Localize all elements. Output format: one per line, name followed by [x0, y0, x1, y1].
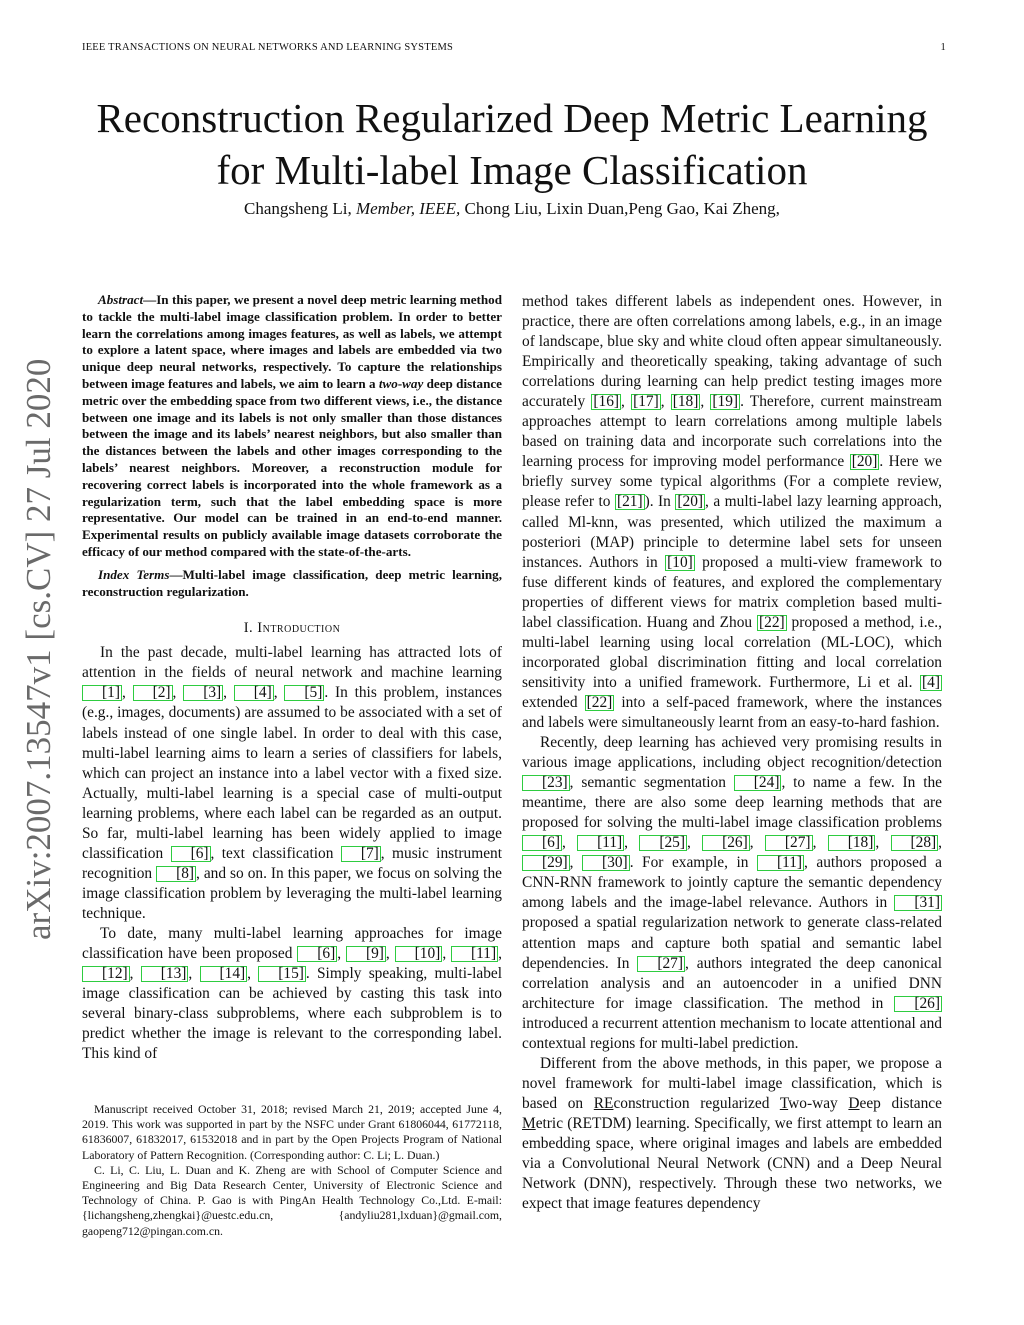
- citation-link[interactable]: [6]: [171, 846, 211, 862]
- intro-paragraph-1: [82, 643, 502, 924]
- sep: ,: [812, 834, 828, 852]
- sep: ,: [223, 684, 234, 702]
- right-column: [522, 292, 942, 1214]
- citation-link[interactable]: [6]: [297, 946, 337, 962]
- abstract-emph: two-way: [378, 375, 424, 391]
- citation-link[interactable]: [17]: [633, 393, 659, 411]
- sep: ,: [498, 945, 502, 963]
- text-run: , text classification: [210, 844, 341, 862]
- text-run: method takes different labels as independent ones. However, in practice, there are often correlations among labels, e.g., in an image of landscape, blue sky and white cloud often appear simultaneously. Empirically and theoretically speaking, taking advantage of such correlations during learning can help predict testing images more accurately: [522, 293, 942, 411]
- abstract-text-a: —In this paper, we present a novel deep metric learning method to tackle the multi-label image classification problem. In order to better learn the correlations among images features, as well as labels, we attempt to explore a latent space, where images and labels are embedded via two unique deep neural networks, respectively. To capture the relationships between image features and labels, we aim to learn a: [82, 292, 502, 391]
- citation-link[interactable]: [20]: [851, 453, 878, 471]
- text-run: extended: [522, 693, 585, 711]
- sep: ,: [337, 945, 346, 963]
- sep: ,: [700, 393, 711, 411]
- intro-paragraph-2: [82, 924, 502, 1064]
- sep: ,: [273, 684, 285, 702]
- citation-link[interactable]: [10]: [667, 553, 693, 571]
- acronym-letter: M: [522, 1114, 536, 1132]
- citation-link[interactable]: [9]: [346, 946, 386, 962]
- right-paragraph-2: [522, 733, 942, 1054]
- citation-link[interactable]: [26]: [702, 835, 750, 851]
- sep: ,: [385, 945, 395, 963]
- citation-link[interactable]: [13]: [141, 966, 189, 982]
- right-paragraph-3: [522, 1054, 942, 1214]
- sep: ,: [621, 393, 632, 411]
- footnote: [82, 1102, 502, 1239]
- acronym-letter: T: [779, 1094, 789, 1112]
- text-run: . For example, in: [629, 854, 757, 872]
- citation-link[interactable]: [4]: [234, 685, 274, 701]
- citation-link[interactable]: [18]: [828, 835, 876, 851]
- citation-link[interactable]: [6]: [522, 835, 562, 851]
- footnote-affiliations: C. Li, C. Liu, L. Duan and K. Zheng are with School of Computer Science and Engineering and Big Data Research Center, University of Electronic Science and Technology of China. P. Gao is with PingAn Health Technology Co.,Ltd. E-mail: {lichangsheng,zhengkai}@uestc.edu.cn, {andyliu281,lxduan}@gmail.com, gaopeng712@pingan.com.cn.: [82, 1162, 502, 1238]
- text-run: Different from the above methods, in this paper, we propose a novel framework for multi-label image classification, which is based on: [522, 1054, 942, 1112]
- text-run: . In this problem, instances (e.g., images, documents) are assumed to be associated with a set of labels instead of one single label. In order to deal with this case, multi-label learning aims to learn a series of classifiers for labels, which can project an instance into a label vector with a fixed size. Actually, multi-label learning is a special case of multi-output learning problems, where each label can be regarded as an output. So far, multi-label learning has been widely applied to image classification: [82, 684, 502, 862]
- citation-link[interactable]: [22]: [759, 613, 785, 631]
- sep: ,: [938, 834, 943, 852]
- sep: ,: [686, 834, 703, 852]
- sep: ,: [247, 965, 259, 983]
- author-rest: Chong Liu, Lixin Duan,Peng Gao, Kai Zheng,: [464, 199, 780, 218]
- citation-link[interactable]: [3]: [183, 685, 223, 701]
- sep: ,: [624, 834, 640, 852]
- sep: ,: [749, 834, 765, 852]
- citation-link[interactable]: [22]: [586, 693, 613, 711]
- right-paragraph-1: [522, 292, 942, 733]
- title-line-1: Reconstruction Regularized Deep Metric Learning: [96, 95, 928, 141]
- citation-link[interactable]: [18]: [672, 393, 699, 411]
- page-number: 1: [940, 42, 946, 53]
- citation-link[interactable]: [2]: [133, 685, 173, 701]
- abstract: [82, 292, 502, 561]
- citation-link[interactable]: [10]: [395, 946, 443, 962]
- citation-link[interactable]: [24]: [734, 775, 782, 791]
- citation-link[interactable]: [4]: [922, 673, 940, 691]
- text-run: , a multi-label lazy learning approach, called Ml-knn, was presented, which utilized the maximum a posteriori (MAP) principle to determine label sets for unseen instances. Authors in: [522, 493, 942, 571]
- sep: ,: [172, 684, 184, 702]
- index-terms-text: —Multi-label image classification, deep metric learning, reconstruction regularization.: [82, 566, 502, 599]
- text-run: eep distance: [859, 1094, 942, 1112]
- text-run: introduced a recurrent attention mechanism to locate attentional and contextual regions for multi-label prediction.: [522, 1014, 942, 1052]
- citation-link[interactable]: [11]: [757, 855, 804, 871]
- journal-name: IEEE TRANSACTIONS ON NEURAL NETWORKS AND LEARNING SYSTEMS: [82, 42, 454, 53]
- citation-link[interactable]: [5]: [284, 685, 324, 701]
- text-run: . Here we briefly survey some typical algorithms (For a complete review, please refer to: [522, 453, 942, 511]
- citation-link[interactable]: [8]: [156, 866, 196, 882]
- text-run: construction regularized: [613, 1094, 780, 1112]
- text-run: , and so on. In this paper, we focus on solving the image classification problem by leveraging the multi-label learning technique.: [82, 864, 502, 922]
- citation-link[interactable]: [27]: [765, 835, 813, 851]
- sep: ,: [660, 393, 671, 411]
- text-run: . Simply speaking, multi-label image classification can be achieved by casting this task into several binary-class subproblems, where each subproblem is to predict whether the image is relevant to the corresponding label. This kind of: [82, 965, 503, 1063]
- author-first: Changsheng Li,: [244, 199, 352, 218]
- citation-link[interactable]: [14]: [200, 966, 248, 982]
- text-run: Recently, deep learning has achieved very promising results in various image applications, including object recognition/detection: [522, 734, 942, 772]
- sep: ,: [875, 834, 891, 852]
- author-membership: Member, IEEE,: [355, 199, 461, 218]
- citation-link[interactable]: [31]: [894, 895, 942, 911]
- sep: ,: [561, 834, 578, 852]
- index-terms-label: Index Terms: [98, 566, 170, 582]
- citation-link[interactable]: [28]: [891, 835, 939, 851]
- sep: ,: [442, 945, 452, 963]
- acronym-letters: RE: [593, 1094, 614, 1112]
- citation-link[interactable]: [11]: [577, 835, 624, 851]
- citation-link[interactable]: [1]: [82, 685, 122, 701]
- citation-link[interactable]: [15]: [258, 966, 306, 982]
- sep: ,: [188, 965, 200, 983]
- text-run: proposed a spatial regularization network to generate class-related attention maps and capture both spatial and semantic label dependencies. In: [522, 914, 942, 972]
- citation-link[interactable]: [29]: [522, 855, 570, 871]
- text-run: In the past decade, multi-label learning has attracted lots of attention in the fields of neural network and machine learning: [82, 644, 502, 682]
- text-run: To date, many multi-label learning approaches for image classification have been proposed: [82, 925, 502, 963]
- text-run: etric (RETDM) learning. Specifically, we first attempt to learn an embedding space, where original images and labels are embedded via a Convolutional Neural Network (CNN) and a Deep Neural Network (DNN), respectively. Through these two networks, we expect that image features dependency: [522, 1114, 942, 1213]
- title-line-2: for Multi-label Image Classification: [216, 147, 808, 193]
- arxiv-stamp: arXiv:2007.13547v1 [cs.CV] 27 Jul 2020: [19, 358, 58, 940]
- text-run: , authors integrated the deep canonical correlation analysis and an autoencoder in a unified DNN architecture for image classification. The method in: [522, 954, 942, 1012]
- citation-link[interactable]: [21]: [616, 493, 643, 511]
- text-run: proposed a multi-view framework to fuse different kinds of features, and explored the complementary properties of different views for matrix completion based multi-label classification. Huang and Zhou: [522, 553, 942, 631]
- citation-link[interactable]: [16]: [593, 393, 620, 411]
- text-run: , authors proposed a CNN-RNN framework to jointly capture the semantic dependency among labels and the image-label relevance. Authors in: [522, 854, 942, 912]
- acronym-letter: D: [848, 1094, 860, 1112]
- citation-link[interactable]: [20]: [677, 493, 704, 511]
- sep: ,: [129, 965, 141, 983]
- author-list: [82, 199, 942, 219]
- footnote-manuscript: Manuscript received October 31, 2018; revised March 21, 2019; accepted June 4, 2019. This work was supported in part by the NSFC under Grant 61806044, 61772118, 61836007, 61832017, 61532018 and in part by the Open Projects Program of National Laboratory of Pattern Recognition. (Corresponding author: C. Li; L. Duan.): [82, 1102, 502, 1162]
- abstract-label: Abstract: [98, 292, 144, 307]
- citation-link[interactable]: [25]: [639, 835, 687, 851]
- text-run: , to name a few. In the meantime, there are also some deep learning methods that are proposed for solving the multi-label image classification problems: [522, 774, 943, 832]
- index-terms: [82, 567, 502, 601]
- sep: ,: [569, 854, 583, 872]
- citation-link[interactable]: [27]: [637, 956, 685, 972]
- text-run: . Therefore, current mainstream approaches attempt to learn correlations among multiple labels based on training data and incorporate such correlations into the learning process for improving model performance: [522, 393, 942, 471]
- text-run: proposed a method, i.e., multi-label learning using local correlation (ML-LOC), which incorporated global discrimination fitting and local correlation sensitivity into a unified framework. Furthermore, Li et al.: [522, 613, 943, 691]
- sep: ,: [121, 684, 133, 702]
- citation-link[interactable]: [19]: [712, 393, 739, 411]
- paper-title: [82, 92, 942, 196]
- citation-link[interactable]: [11]: [451, 946, 498, 962]
- section-heading-introduction: I. Introduction: [243, 620, 341, 637]
- text-run: , semantic segmentation: [569, 774, 734, 792]
- text-run: ). In: [644, 493, 676, 511]
- citation-link[interactable]: [7]: [341, 846, 381, 862]
- abstract-text-b: deep distance metric over the embedding space from two different views, i.e., the distance between one image and its labels is not only smaller than those distances between the image and its labels’ nearest neighbors, but also smaller than the distances between the labels and other images corresponding to the labels’ nearest neighbors. Moreover, a reconstruction module for recovering correct labels is incorporated into the whole framework as a regularization term, such that the label embedding space is more representative. Our model can be trained in an end-to-end manner. Experimental results on publicly available image datasets corroborate the efficacy of our method compared with the state-of-the-arts.: [82, 375, 502, 559]
- running-head: [82, 42, 946, 56]
- text-run: wo-way: [788, 1094, 849, 1112]
- text-run: into a self-paced framework, where the instances and labels were simultaneously learnt from an easy-to-hard fashion.: [522, 693, 942, 731]
- text-run: , music instrument recognition: [82, 844, 503, 882]
- citation-link[interactable]: [26]: [894, 996, 942, 1012]
- citation-link[interactable]: [30]: [582, 855, 630, 871]
- citation-link[interactable]: [23]: [522, 775, 570, 791]
- left-column: [82, 292, 502, 1064]
- citation-link[interactable]: [12]: [82, 966, 130, 982]
